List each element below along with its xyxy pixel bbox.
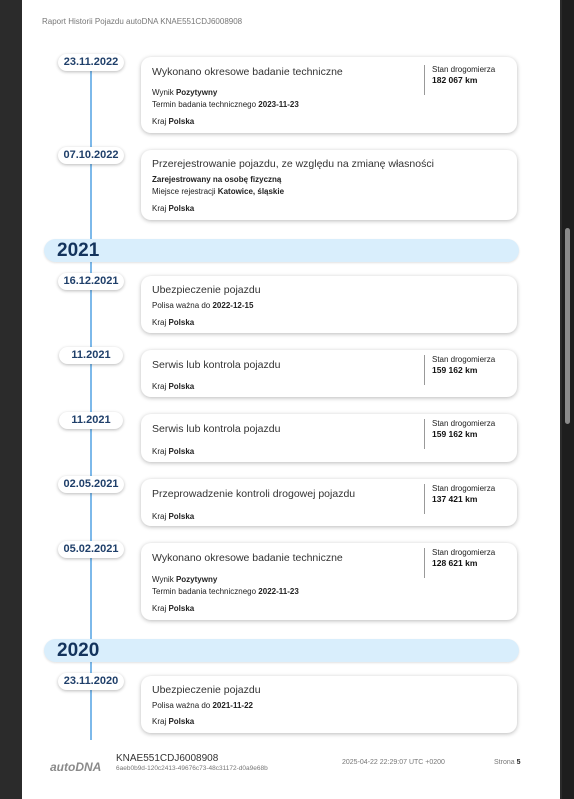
- event-detail-line: [152, 575, 217, 584]
- event-title: Serwis lub kontrola pojazdu: [152, 359, 281, 371]
- event-detail-line: [152, 382, 194, 391]
- event-card: [141, 414, 517, 462]
- event-detail-line: [152, 204, 194, 213]
- date-pill: 05.02.2021: [58, 541, 124, 558]
- footer-hash: 6aeb0b9d-120c2413-49676c73-48c31172-d0a9e68b: [116, 765, 268, 772]
- detail-value: Polska: [168, 447, 195, 456]
- date-pill: 23.11.2022: [58, 54, 124, 71]
- event-title: Przerejestrowanie pojazdu, ze względu na zmianę własności: [152, 158, 434, 170]
- odometer-value: 159 162 km: [432, 365, 478, 375]
- detail-label: Termin badania technicznego: [152, 100, 259, 109]
- odometer-label: Stan drogomierza: [432, 355, 496, 364]
- detail-label: Termin badania technicznego: [152, 587, 259, 596]
- detail-label: Wynik: [152, 88, 176, 97]
- date-pill: 02.05.2021: [58, 476, 124, 493]
- detail-value: Polska: [168, 604, 195, 613]
- odometer-value: 128 621 km: [432, 558, 478, 568]
- detail-label: Kraj: [152, 382, 169, 391]
- detail-value: Polska: [168, 204, 195, 213]
- detail-value: 2023-11-23: [258, 100, 299, 109]
- odometer-block: [424, 355, 495, 385]
- odometer-block: [424, 65, 495, 95]
- page-number: [494, 759, 520, 766]
- event-card: [141, 543, 517, 620]
- detail-value: 2022-11-23: [258, 587, 299, 596]
- event-detail-line: [152, 587, 299, 596]
- date-pill: 16.12.2021: [58, 273, 124, 290]
- event-title: Wykonano okresowe badanie techniczne: [152, 66, 343, 78]
- year-label: 2021: [57, 240, 100, 261]
- odometer-block: [424, 484, 495, 514]
- odometer-label: Stan drogomierza: [432, 419, 496, 428]
- detail-value: Polska: [168, 512, 195, 521]
- detail-value: 2021-11-22: [212, 701, 253, 710]
- detail-label: Kraj: [152, 318, 169, 327]
- date-pill: 23.11.2020: [58, 673, 124, 690]
- odometer-label: Stan drogomierza: [432, 65, 496, 74]
- event-detail-line: [152, 175, 281, 184]
- detail-label: Kraj: [152, 204, 169, 213]
- detail-label: Kraj: [152, 717, 169, 726]
- event-detail-line: [152, 88, 217, 97]
- event-card: [141, 676, 517, 733]
- event-detail-line: [152, 604, 194, 613]
- odometer-label: Stan drogomierza: [432, 484, 496, 493]
- event-detail-line: [152, 717, 194, 726]
- event-card: [141, 150, 517, 220]
- page-number-value: 5: [516, 759, 521, 766]
- event-card: [141, 350, 517, 397]
- event-detail-line: [152, 701, 253, 710]
- event-card: [141, 276, 517, 333]
- odometer-block: [424, 548, 495, 578]
- footer-vin: KNAE551CDJ6008908: [116, 753, 219, 764]
- date-pill: 11.2021: [59, 347, 123, 364]
- detail-label: Polisa ważna do: [152, 301, 213, 310]
- detail-value: 2022-12-15: [212, 301, 254, 310]
- event-detail-line: [152, 100, 299, 109]
- date-pill: 11.2021: [59, 412, 123, 429]
- detail-label: Kraj: [152, 117, 169, 126]
- detail-label: Kraj: [152, 512, 169, 521]
- detail-label: Kraj: [152, 604, 169, 613]
- event-detail-line: [152, 117, 194, 126]
- event-detail-line: [152, 512, 194, 521]
- event-detail-line: [152, 318, 194, 327]
- footer-datetime: 2025-04-22 22:29:07 UTC +0200: [342, 759, 445, 766]
- year-label: 2020: [57, 640, 100, 661]
- detail-value: Polska: [168, 117, 195, 126]
- report-header: Raport Historii Pojazdu autoDNA KNAE551CDJ6008908: [42, 17, 243, 26]
- detail-label: Kraj: [152, 447, 169, 456]
- detail-label: Polisa ważna do: [152, 701, 213, 710]
- detail-value: Polska: [168, 318, 195, 327]
- event-detail-line: [152, 187, 284, 196]
- odometer-block: [424, 419, 495, 449]
- date-pill: 07.10.2022: [58, 147, 124, 164]
- detail-value: Polska: [168, 382, 195, 391]
- odometer-value: 159 162 km: [432, 429, 478, 439]
- detail-label: Wynik: [152, 575, 176, 584]
- event-detail-line: [152, 447, 194, 456]
- event-title: Wykonano okresowe badanie techniczne: [152, 552, 343, 564]
- page-label: Strona: [494, 759, 517, 766]
- autodna-logo: autoDNA: [50, 760, 102, 774]
- detail-value: Pozytywny: [175, 575, 218, 584]
- detail-value: Pozytywny: [175, 88, 218, 97]
- odometer-label: Stan drogomierza: [432, 548, 496, 557]
- detail-label: Miejsce rejestracji: [152, 187, 218, 196]
- year-bar-2020: [44, 639, 519, 662]
- event-title: Przeprowadzenie kontroli drogowej pojazdu: [152, 488, 356, 500]
- event-title: Serwis lub kontrola pojazdu: [152, 423, 281, 435]
- event-detail-line: [152, 301, 253, 310]
- year-bar-2021: [44, 239, 519, 262]
- event-card: [141, 57, 517, 133]
- event-title: Ubezpieczenie pojazdu: [152, 284, 261, 296]
- detail-value: Polska: [168, 717, 195, 726]
- detail-value: Katowice, śląskie: [217, 187, 285, 196]
- scrollbar-thumb[interactable]: [565, 228, 570, 424]
- event-card: [141, 479, 517, 526]
- detail-value: Zarejestrowany na osobę fizyczną: [152, 175, 282, 184]
- odometer-value: 137 421 km: [432, 494, 478, 504]
- odometer-value: 182 067 km: [432, 75, 478, 85]
- event-title: Ubezpieczenie pojazdu: [152, 684, 261, 696]
